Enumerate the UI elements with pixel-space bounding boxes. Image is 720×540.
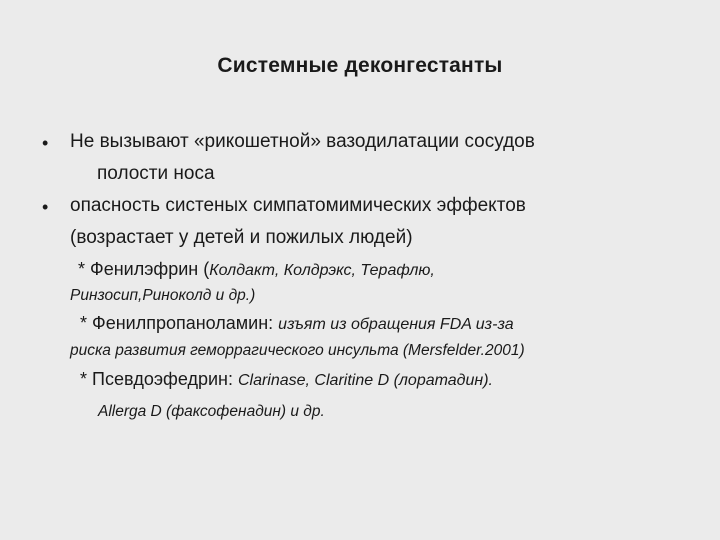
- drug-name: * Псевдоэфедрин:: [80, 369, 238, 389]
- drug-brands-cont: Ринзосип,Риноколд и др.): [70, 287, 256, 304]
- bullet-marker: •: [42, 133, 49, 153]
- bullet-text-line: полости носа: [97, 163, 215, 184]
- drug-brands: Колдакт, Колдрэкс, Терафлю,: [209, 262, 435, 279]
- drug-name: * Фенилпропаноламин:: [80, 313, 279, 333]
- drug-pseudoephedrine: [80, 369, 493, 390]
- drug-note-cont: риска развития геморрагического инсульта (Mersfelder.2001): [70, 342, 525, 359]
- drug-phenylpropanolamine: [80, 313, 514, 334]
- slide-title: Системные деконгестанты: [217, 54, 503, 77]
- bullet-text-line: опасность систеных симпатомимических эффектов: [70, 195, 526, 216]
- drug-brands: Clarinase, Claritine D (лоратадин).: [237, 372, 493, 389]
- drug-brands-cont: Allerga D (факсофенадин) и др.: [98, 403, 325, 420]
- drug-note: изъят из обращения FDA из-за: [278, 316, 514, 333]
- bullet-marker: •: [42, 197, 49, 217]
- drug-name: * Фенилэфрин (: [78, 259, 210, 279]
- bullet-text-line: (возрастает у детей и пожилых людей): [70, 227, 413, 248]
- drug-phenylephrine: [78, 259, 435, 280]
- bullet-text-line: Не вызывают «рикошетной» вазодилатации сосудов: [70, 131, 535, 152]
